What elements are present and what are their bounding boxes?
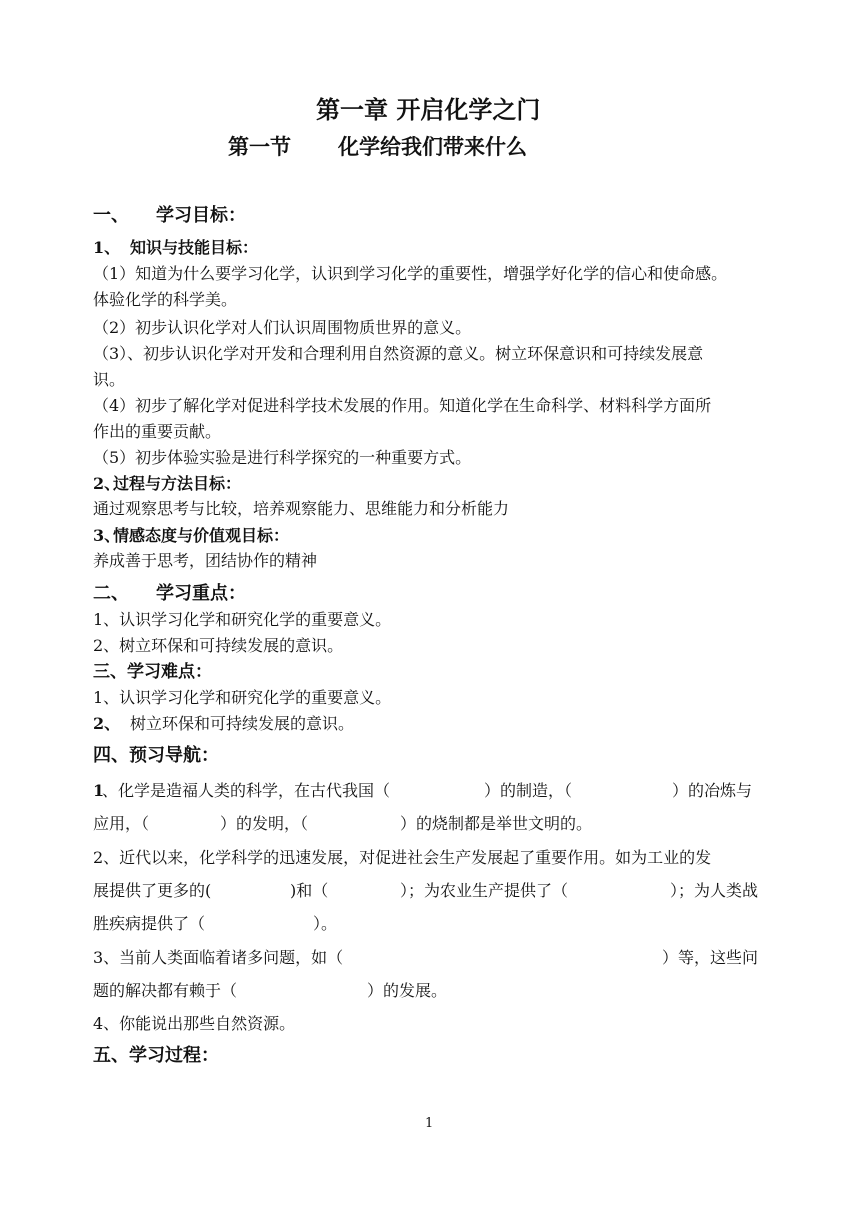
q2-part-d: ）；为农业生产提供了（ — [400, 881, 569, 900]
section-number: 第一节 — [228, 134, 291, 159]
knowledge-item-4-line2: 作出的重要贡献。 — [93, 422, 222, 441]
section-2-heading: 学习重点： — [156, 583, 246, 604]
q3-part-d: ）的发展。 — [367, 981, 448, 1000]
section-1-heading: 学习目标： — [156, 205, 246, 226]
section-title: 化学给我们带来什么 — [338, 134, 527, 159]
knowledge-item-3-line2: 识。 — [93, 370, 126, 389]
q2-part-c: )和（ — [290, 881, 329, 900]
knowledge-item-5: （5）初步体验实验是进行科学探究的一种重要方式。 — [93, 448, 472, 467]
q3-part-c: 题的解决都有赖于（ — [93, 981, 238, 1000]
q2-line1: 2、近代以来，化学科学的迅速发展，对促进社会生产发展起了重要作用。如为工业的发 — [93, 848, 712, 867]
page-number: 1 — [425, 1116, 434, 1131]
q1-part-a: 、化学是造福人类的科学，在古代我国（ — [102, 781, 391, 800]
q3-part-a: 3、当前人类面临着诸多问题，如（ — [93, 948, 344, 967]
knowledge-item-2: （2）初步认识化学对人们认识周围物质世界的意义。 — [93, 318, 472, 337]
section-2-heading-num: 二、 — [93, 583, 129, 604]
process-title: 过程与方法目标： — [113, 474, 242, 493]
q1-part-d: 应用，（ — [93, 814, 150, 833]
q2-part-e: ）；为人类战 — [670, 881, 759, 900]
section-5-heading: 五、学习过程： — [93, 1045, 219, 1066]
knowledge-title: 知识与技能目标： — [130, 238, 259, 257]
chapter-title: 第一章 开启化学之门 — [316, 95, 541, 124]
key-point-1: 1、认识学习化学和研究化学的重要意义。 — [93, 610, 392, 629]
section-1-heading-num: 一、 — [93, 205, 129, 226]
q2-part-g: ）。 — [313, 914, 338, 933]
process-label: 2、 — [93, 474, 121, 493]
q1-number: 1 — [93, 781, 105, 800]
q3-part-b: ）等，这些问 — [662, 948, 759, 967]
difficulty-2-text: 树立环保和可持续发展的意识。 — [130, 714, 355, 733]
q1-part-f: ）的烧制都是举世文明的。 — [400, 814, 593, 833]
knowledge-item-3-line1: （3）、初步认识化学对开发和合理利用自然资源的意义。树立环保意识和可持续发展意 — [93, 344, 704, 363]
q2-part-f: 胜疾病提供了（ — [93, 914, 206, 933]
emotion-label: 3、 — [93, 526, 121, 545]
knowledge-item-4-line1: （4）初步了解化学对促进科学技术发展的作用。知道化学在生命科学、材料科学方面所 — [93, 396, 712, 415]
q1-part-e: ）的发明，（ — [220, 814, 309, 833]
difficulty-2-num: 2、 — [93, 714, 121, 733]
emotion-text: 养成善于思考，团结协作的精神 — [93, 551, 318, 570]
knowledge-item-1-line2: 体验化学的科学美。 — [93, 290, 238, 309]
section-4-heading: 四、预习导航： — [93, 745, 219, 766]
process-text: 通过观察思考与比较，培养观察能力、思维能力和分析能力 — [93, 499, 510, 518]
knowledge-item-1-line1: （1）知道为什么要学习化学，认识到学习化学的重要性，增强学好化学的信心和使命感。 — [93, 264, 728, 283]
q1-part-b: ）的制造，（ — [484, 781, 573, 800]
difficulty-1: 1、认识学习化学和研究化学的重要意义。 — [93, 688, 392, 707]
q1-part-c: ）的冶炼与 — [672, 781, 753, 800]
section-3-heading: 三、学习难点： — [93, 662, 212, 682]
q2-part-b: 展提供了更多的( — [93, 881, 212, 900]
q4: 4、你能说出那些自然资源。 — [93, 1014, 296, 1033]
knowledge-label: 1、 — [93, 238, 121, 257]
key-point-2: 2、树立环保和可持续发展的意识。 — [93, 636, 344, 655]
emotion-title: 情感态度与价值观目标： — [113, 526, 290, 545]
